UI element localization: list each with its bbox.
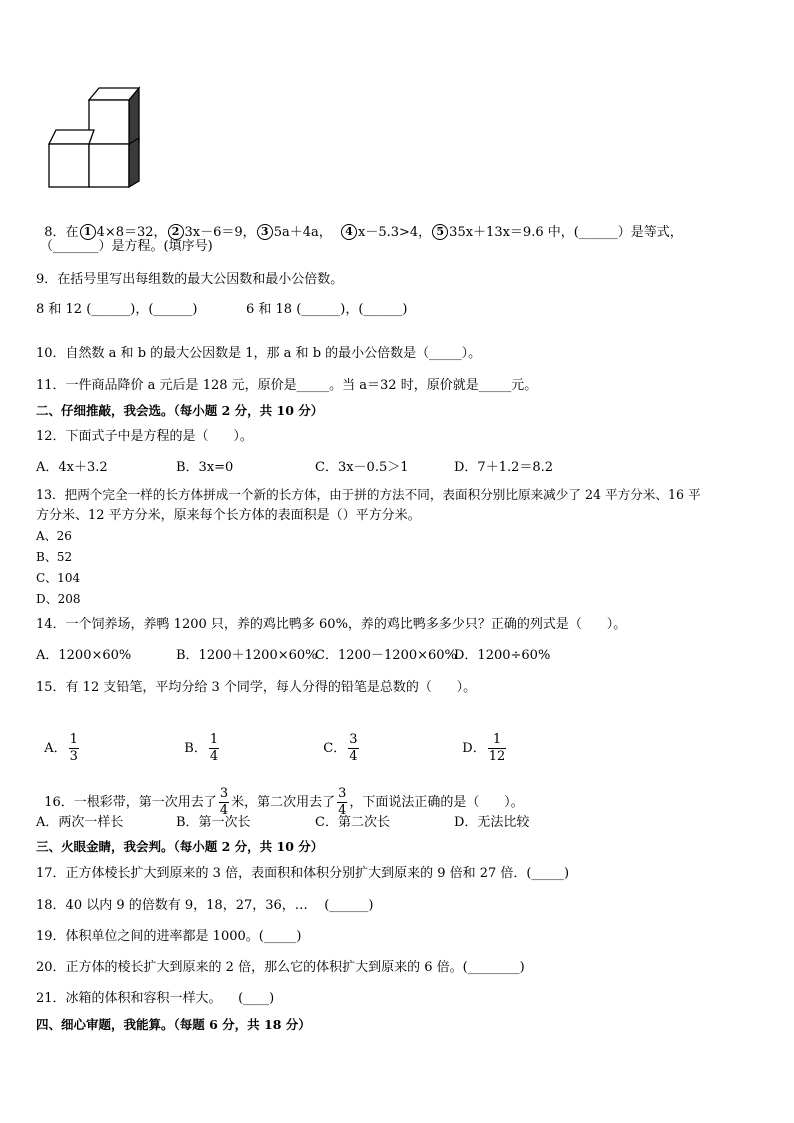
q14-option-b: B．1200＋1200×60%	[176, 648, 318, 663]
fraction-numerator: 3	[219, 786, 229, 801]
question-13-line2: 方分米、12 平方分米，原来每个长方体的表面积是（）平方分米。	[36, 508, 421, 523]
cube-stack-figure	[44, 84, 144, 192]
q16-option-b: B．第一次长	[176, 815, 251, 830]
fraction	[348, 732, 358, 765]
fraction-numerator: 1	[69, 732, 78, 747]
question-18: 18．40 以内 9 的倍数有 9，18，27，36，… (______)	[36, 898, 374, 913]
question-12-stem: 12．下面式子中是方程的是（ ）。	[36, 429, 253, 444]
question-15-stem: 15．有 12 支铅笔，平均分给 3 个同学，每人分得的铅笔是总数的（ ）。	[36, 680, 477, 695]
q14-option-d: D．1200÷60%	[454, 648, 551, 663]
q15-option-b-label: B．	[184, 741, 207, 756]
question-10: 10．自然数 a 和 b 的最大公因数是 1，那 a 和 b 的最小公倍数是（_____）。	[36, 346, 482, 361]
question-9-a: 8 和 12 (______)，(______)	[36, 302, 198, 317]
q14-option-c: C．1200－1200×60%	[315, 648, 457, 663]
q15-option-b	[176, 714, 221, 765]
fraction	[209, 732, 219, 765]
q8-item-3: 5a＋4a，	[273, 225, 340, 240]
fraction	[488, 732, 507, 765]
q15-option-c-label: C．	[323, 741, 347, 756]
q15-option-a	[36, 714, 81, 765]
fraction-numerator: 3	[349, 732, 358, 747]
q13-option-b: B、52	[36, 550, 73, 564]
q8-prefix: 8．在	[44, 225, 79, 240]
question-19: 19．体积单位之间的进率都是 1000。(_____)	[36, 929, 302, 944]
fraction-denominator: 4	[338, 803, 347, 818]
question-8-line2: （_______）是方程。(填序号)	[40, 239, 213, 254]
question-9-b: 6 和 18 (______)，(______)	[246, 302, 408, 317]
choice-mark-2: 2	[168, 224, 184, 240]
q16-part1: 16．一根彩带，第一次用去了	[44, 795, 217, 810]
q16-part3: ，下面说法正确的是（ ）。	[349, 795, 524, 810]
fraction-denominator: 4	[349, 749, 358, 764]
question-14-stem: 14．一个饲养场，养鸭 1200 只，养的鸡比鸭多 60%，养的鸡比鸭多多少只？正确的列式是（ ）。	[36, 617, 627, 632]
fraction-denominator: 12	[488, 749, 506, 764]
fraction-denominator: 3	[69, 749, 78, 764]
q15-option-a-label: A．	[44, 741, 67, 756]
q16-option-d: D．无法比较	[454, 815, 530, 830]
question-17: 17．正方体棱长扩大到原来的 3 倍，表面积和体积分别扩大到原来的 9 倍和 27 倍．(_____)	[36, 866, 570, 881]
question-11: 11．一件商品降价 a 元后是 128 元，原价是_____。当 a＝32 时，原价就是_____元。	[36, 378, 538, 393]
q8-item-4: x－5.3>4，	[358, 225, 432, 240]
q13-option-d: D、208	[36, 592, 81, 606]
q8-item-2: 3x－6＝9，	[184, 225, 256, 240]
q13-option-a: A、26	[36, 529, 72, 543]
q8-item-5: 35x＋13x＝9.6 中，(______）是等式，	[449, 225, 683, 240]
q16-option-c: C．第二次长	[315, 815, 390, 830]
q13-option-c: C、104	[36, 571, 81, 585]
fraction-numerator: 3	[338, 786, 347, 801]
q12-option-c: C．3x－0.5＞1	[315, 460, 409, 475]
choice-mark-5: 5	[432, 224, 448, 240]
q8-item-1: 4×8＝32，	[96, 225, 167, 240]
question-20: 20．正方体的棱长扩大到原来的 2 倍，那么它的体积扩大到原来的 6 倍。(________)	[36, 960, 525, 975]
fraction-denominator: 4	[209, 749, 219, 764]
question-9-stem: 9．在括号里写出每组数的最大公因数和最小公倍数。	[36, 272, 344, 287]
q12-option-d: D．7＋1.2＝8.2	[454, 460, 554, 475]
section-4-heading: 四、细心审题，我能算。（每题 6 分，共 18 分）	[36, 1017, 311, 1032]
fraction	[69, 732, 79, 765]
q15-option-d-label: D．	[462, 741, 486, 756]
fraction-numerator: 1	[492, 732, 502, 747]
section-3-heading: 三、火眼金睛，我会判。（每小题 2 分，共 10 分）	[36, 839, 324, 854]
q12-option-a: A．4x＋3.2	[36, 460, 108, 475]
question-21: 21．冰箱的体积和容积一样大。 (____)	[36, 991, 275, 1006]
choice-mark-3: 3	[257, 224, 273, 240]
question-16-stem	[36, 768, 524, 819]
fraction-numerator: 1	[209, 732, 219, 747]
q15-option-c	[315, 714, 361, 765]
choice-mark-1: 1	[80, 224, 96, 240]
q14-option-a: A．1200×60%	[36, 648, 132, 663]
fraction-denominator: 4	[219, 803, 229, 818]
question-13-line1: 13．把两个完全一样的长方体拼成一个新的长方体，由于拼的方法不同，表面积分别比原来减少了 24 平方分米、16 平	[36, 487, 701, 502]
q12-option-b: B．3x=0	[176, 460, 234, 475]
q16-option-a: A．两次一样长	[36, 815, 124, 830]
q15-option-d	[454, 714, 508, 765]
q16-part2: 米，第二次用去了	[231, 795, 336, 810]
choice-mark-4: 4	[341, 224, 357, 240]
section-2-heading: 二、仔细推敲，我会选。（每小题 2 分，共 10 分）	[36, 403, 324, 418]
question-8	[36, 206, 683, 242]
